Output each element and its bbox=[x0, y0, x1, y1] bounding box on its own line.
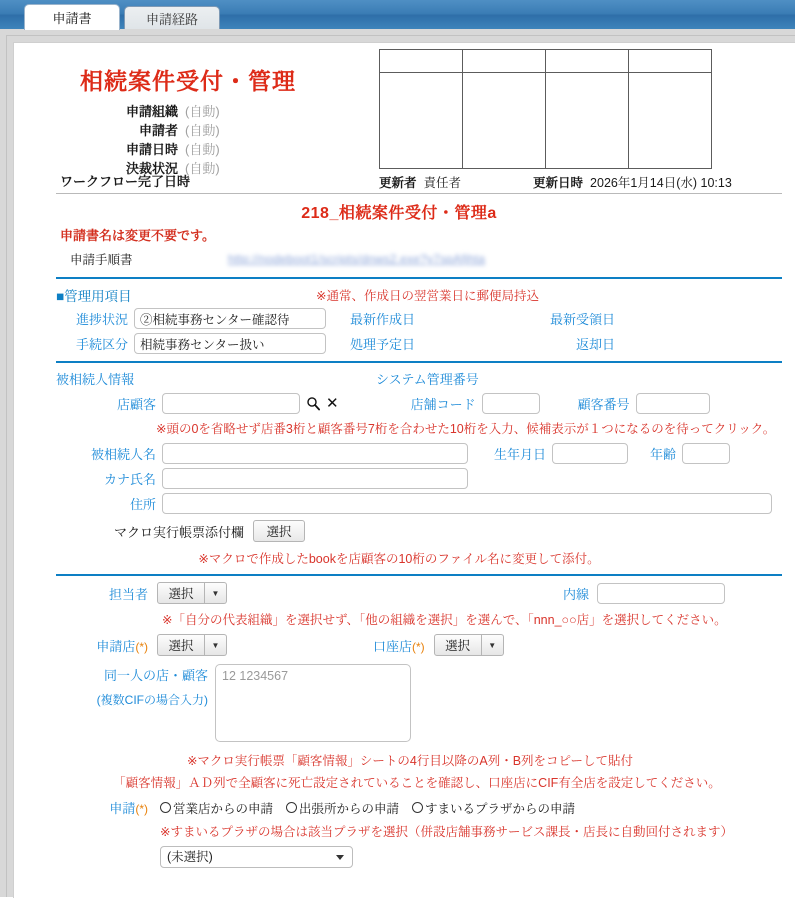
meta-label: 申請組織 bbox=[125, 104, 178, 119]
stamp-header-cell bbox=[629, 50, 712, 73]
workflow-complete-label: ワークフロー完了日時 bbox=[60, 174, 191, 189]
chevron-down-icon[interactable]: ▼ bbox=[482, 634, 504, 656]
updated-value: 2026年1月14日(水) 10:13 bbox=[590, 176, 732, 190]
admin-section-title: ■管理用項目 bbox=[56, 289, 132, 304]
cif-note-1: ※マクロ実行帳票「顧客情報」シートの4行目以降のA列・B列をコピーして貼付 bbox=[186, 754, 634, 768]
apply-branch-select-button[interactable]: 選択 bbox=[157, 634, 205, 656]
section-divider-decedent bbox=[56, 361, 782, 363]
kana-name-input[interactable] bbox=[162, 468, 468, 489]
account-branch-label: 口座店 bbox=[373, 638, 413, 654]
radio-option-smile-plaza[interactable] bbox=[412, 799, 575, 817]
extension-input[interactable] bbox=[597, 583, 725, 604]
customer-no-label: 顧客番号 bbox=[577, 397, 630, 412]
form-sheet bbox=[13, 42, 795, 898]
address-input[interactable] bbox=[162, 493, 772, 514]
radio-label: すまいるプラザからの申請 bbox=[425, 801, 576, 816]
same-person-label: 同一人の店・顧客 bbox=[103, 668, 208, 683]
application-required: (*) bbox=[135, 802, 148, 816]
chevron-down-icon[interactable]: ▼ bbox=[205, 634, 227, 656]
customer-input[interactable] bbox=[162, 393, 300, 414]
macro-attach-row bbox=[56, 520, 782, 542]
radio-circle-icon[interactable] bbox=[412, 802, 423, 813]
progress-row bbox=[56, 308, 782, 329]
procedure-doc-row bbox=[56, 248, 782, 270]
admin-note: ※通常、作成日の翌営業日に郵便局持込 bbox=[316, 289, 539, 303]
application-row bbox=[56, 798, 782, 817]
meta-value: (自動) bbox=[185, 142, 220, 157]
radio-option-branch-office[interactable] bbox=[286, 799, 399, 817]
customer-input-note: ※頭の0を省略せず店番3桁と顧客番号7桁を合わせた10桁を入力、候補表示が１つになるのを待ってクリック。 bbox=[156, 422, 776, 436]
kana-name-label: カナ氏名 bbox=[103, 472, 156, 487]
stamp-header-cell bbox=[380, 50, 463, 73]
stamp-cell bbox=[546, 73, 629, 169]
extension-label: 内線 bbox=[563, 586, 590, 602]
customer-no-input[interactable] bbox=[636, 393, 710, 414]
radio-circle-icon[interactable] bbox=[286, 802, 297, 813]
plaza-select-wrap bbox=[56, 846, 782, 868]
apply-branch-select[interactable] bbox=[157, 634, 227, 656]
plaza-note: ※すまいるプラザの場合は該当プラザを選択（併設店舗事務サービス課長・店長に自動回付されます） bbox=[160, 825, 733, 839]
system-no-label: システム管理番号 bbox=[376, 372, 479, 387]
person-in-charge-row bbox=[56, 582, 782, 604]
staff-section bbox=[56, 582, 782, 868]
stamp-header-cell bbox=[463, 50, 546, 73]
macro-attach-label: マクロ実行帳票添付欄 bbox=[113, 524, 244, 540]
application-radio-group bbox=[160, 799, 575, 817]
stamp-cell bbox=[463, 73, 546, 169]
meta-label: 申請日時 bbox=[125, 142, 178, 157]
page-title: 相続案件受付・管理 bbox=[80, 68, 296, 94]
branch-code-input[interactable] bbox=[482, 393, 540, 414]
latest-create-label: 最新作成日 bbox=[350, 312, 416, 327]
macro-attach-select-button[interactable]: 選択 bbox=[253, 520, 305, 542]
stamp-header-cell bbox=[546, 50, 629, 73]
stamp-cell bbox=[629, 73, 712, 169]
radio-circle-icon[interactable] bbox=[160, 802, 171, 813]
application-label-wrap bbox=[56, 798, 148, 817]
birthdate-input[interactable] bbox=[552, 443, 628, 464]
meta-label: 決裁状況 bbox=[125, 161, 178, 176]
same-person-row bbox=[56, 664, 782, 742]
address-row bbox=[56, 493, 782, 514]
meta-label: 申請者 bbox=[138, 123, 178, 138]
tab-label: 申請書 bbox=[52, 11, 92, 26]
document-name-note: 申請書名は変更不要です。 bbox=[60, 228, 215, 243]
plaza-select[interactable] bbox=[160, 846, 353, 868]
clear-icon[interactable]: ✕ bbox=[326, 395, 339, 412]
organization-note: ※「自分の代表組織」を選択せず、「他の組織を選択」を選んで、「nnn_○○店」を選択してください。 bbox=[162, 613, 727, 627]
customer-row bbox=[56, 393, 782, 414]
same-person-sublabel: (複数CIFの場合入力) bbox=[96, 693, 208, 707]
age-label: 年齢 bbox=[650, 447, 677, 462]
procedure-type-input[interactable] bbox=[134, 333, 326, 354]
updater-value: 責任者 bbox=[423, 176, 462, 190]
stamp-cell bbox=[380, 73, 463, 169]
decedent-head-row bbox=[56, 369, 782, 388]
radio-label: 営業店からの申請 bbox=[173, 801, 274, 816]
tab-application-route[interactable] bbox=[124, 6, 220, 30]
apply-branch-label: 申請店 bbox=[96, 638, 136, 654]
window-frame bbox=[0, 29, 795, 897]
admin-section-head-row bbox=[56, 285, 782, 305]
section-divider-admin bbox=[56, 277, 782, 279]
age-input[interactable] bbox=[682, 443, 730, 464]
form-header bbox=[56, 43, 782, 191]
decedent-section bbox=[56, 369, 782, 567]
procedure-doc-label: 申請手順書 bbox=[70, 253, 133, 267]
radio-option-sales-branch[interactable] bbox=[160, 799, 273, 817]
account-branch-required: (*) bbox=[412, 639, 425, 654]
window-frame-inner bbox=[6, 35, 795, 897]
progress-label: 進捗状況 bbox=[75, 312, 128, 327]
tab-label: 申請経路 bbox=[145, 12, 198, 27]
decedent-name-input[interactable] bbox=[162, 443, 468, 464]
meta-value: (自動) bbox=[185, 161, 220, 176]
chevron-down-icon[interactable]: ▼ bbox=[205, 582, 227, 604]
customer-label: 店顧客 bbox=[116, 397, 156, 412]
meta-value: (自動) bbox=[185, 104, 220, 119]
procedure-type-row bbox=[56, 333, 782, 354]
person-in-charge-label: 担当者 bbox=[108, 586, 148, 602]
approval-stamp-box bbox=[379, 49, 712, 169]
meta-value: (自動) bbox=[185, 123, 220, 138]
kana-name-row bbox=[56, 468, 782, 489]
decedent-section-label: 被相続人情報 bbox=[56, 372, 135, 387]
decedent-name-row bbox=[56, 443, 782, 464]
account-branch-select[interactable] bbox=[434, 634, 504, 656]
decedent-name-label: 被相続人名 bbox=[90, 447, 156, 462]
tab-bar bbox=[0, 0, 795, 29]
progress-input[interactable] bbox=[134, 308, 326, 329]
radio-label: 出張所からの申請 bbox=[299, 801, 400, 816]
procedure-doc-link[interactable]: http://nodeboot1/scripts/dnws2.exe?y7spAfjhta bbox=[228, 252, 486, 266]
process-plan-label: 処理予定日 bbox=[350, 337, 416, 352]
address-label: 住所 bbox=[129, 497, 156, 512]
section-divider-staff bbox=[56, 574, 782, 576]
branch-row bbox=[56, 634, 782, 656]
workflow-complete-row bbox=[56, 171, 795, 193]
person-in-charge-select-button[interactable]: 選択 bbox=[157, 582, 205, 604]
procedure-type-label: 手続区分 bbox=[75, 337, 128, 352]
macro-attach-note: ※マクロで作成したbookを店顧客の10桁のファイル名に変更して添付。 bbox=[198, 552, 600, 566]
apply-branch-label-wrap bbox=[56, 636, 148, 655]
magnifier-icon[interactable] bbox=[306, 396, 321, 411]
same-person-label-wrap bbox=[56, 664, 208, 708]
latest-receive-label: 最新受領日 bbox=[550, 312, 616, 327]
return-date-label: 返却日 bbox=[576, 337, 616, 352]
account-branch-label-wrap bbox=[373, 636, 425, 655]
account-branch-select-button[interactable]: 選択 bbox=[434, 634, 482, 656]
cif-note-2: 「顧客情報」ＡＤ列で全顧客に死亡設定されていることを確認し、口座店にCIF有全店を設定してください。 bbox=[113, 776, 721, 790]
branch-code-label: 店舗コード bbox=[410, 397, 476, 412]
plaza-select-container[interactable] bbox=[160, 846, 353, 868]
person-in-charge-select[interactable] bbox=[157, 582, 227, 604]
application-label: 申請 bbox=[109, 801, 136, 816]
document-name: 218_相続案件受付・管理a bbox=[301, 205, 497, 222]
same-person-textarea[interactable] bbox=[215, 664, 411, 742]
apply-branch-required: (*) bbox=[135, 639, 148, 654]
birthdate-label: 生年月日 bbox=[494, 447, 547, 462]
tab-application-form[interactable] bbox=[24, 4, 120, 30]
admin-section bbox=[56, 285, 782, 354]
updater-label: 更新者 bbox=[379, 176, 417, 190]
updated-label: 更新日時 bbox=[533, 176, 584, 190]
